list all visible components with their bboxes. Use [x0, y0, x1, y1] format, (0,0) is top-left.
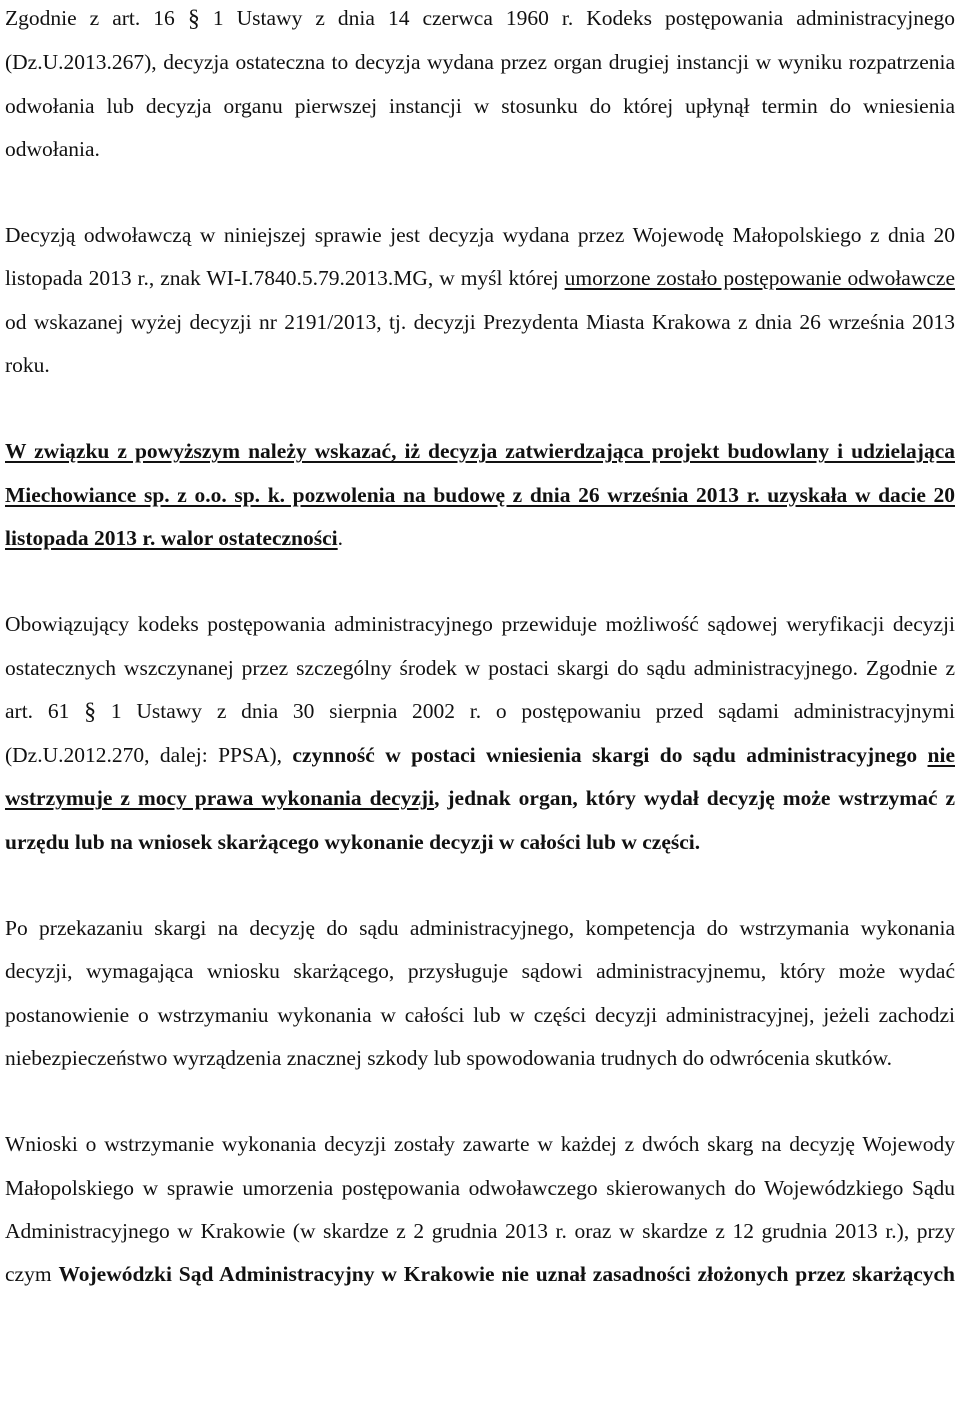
paragraph-court-competence [5, 907, 955, 1080]
bold-underlined-text: W związku z powyższym należy wskazać, iż decyzja zatwierdzająca projekt budowlany i udzielająca Miechowiance sp. z o.o. sp. k. pozwolenia na budowę z dnia 26 września 2013 r. uzyskała w dacie 20 listopada 2013 r. walor ostateczności [5, 439, 955, 550]
document-page [5, 0, 955, 1296]
paragraph-appeal-decision [5, 214, 955, 387]
section-sign: § [84, 698, 97, 725]
bold-underlined-text: nie wstrzymuje z mocy prawa wykonania decyzji [5, 743, 955, 811]
text-run: Zgodnie z art. 16 [5, 6, 175, 30]
paragraph-final-decision-definition [5, 0, 955, 171]
paragraph-court-review [5, 603, 955, 864]
text-run: 1 Ustawy z dnia 14 czerwca 1960 r. Kodeks postępowania administracyjnego (Dz.U.2013.267), decyzja ostateczna to decyzja wydana przez organ drugiej instancji w wyniku rozpatrzenia odwołania lub decyzja organu pierwszej instancji w stosunku do której upłynął termin do wniesienia odwołania. [5, 6, 956, 161]
text-run: Decyzją odwoławczą w niniejszej sprawie jest decyzja wydana przez Wojewodę Małopolskiego z dnia 20 listopada 2013 r., znak WI-I.7840.5.79.2013.MG, w myśl której [5, 223, 955, 291]
paragraph-finality-conclusion [5, 430, 955, 560]
text-run: 1 Ustawy z dnia 30 sierpnia 2002 r. o postępowaniu przed sądami administracyjnymi (Dz.U.2012.270, dalej: PPSA), [5, 698, 955, 768]
bold-text: , jednak organ, który wydał decyzję może wstrzymać z urzędu lub na wniosek skarżącego wykonanie decyzji w całości lub w części. [5, 786, 955, 854]
underlined-text: umorzone zostało postępowanie odwoławcze [564, 266, 955, 291]
paragraph-suspension-requests [5, 1123, 955, 1296]
bold-text: Wojewódzki Sąd Administracyjny w Krakowie nie uznał zasadności złożonych przez skarżących [58, 1262, 956, 1287]
text-run: od wskazanej wyżej decyzji nr 2191/2013, tj. decyzji Prezydenta Miasta Krakowa z dnia 26 września 2013 roku. [5, 309, 955, 378]
text-run: . [337, 525, 344, 550]
section-sign: § [187, 6, 200, 32]
text-run: Wnioski o wstrzymanie wykonania decyzji zostały zawarte w każdej z dwóch skarg na decyzję Wojewody Małopolskiego w sprawie umorzenia postępowania odwoławczego skierowanych do Wojewódzkiego Sądu Administracyjnego w Krakowie (w skardze z 2 grudnia 2013 r. oraz w skardze z 12 grudnia 2013 r.), przy czym [5, 1132, 955, 1287]
text-run: Po przekazaniu skargi na decyzję do sądu administracyjnego, kompetencja do wstrzymania wykonania decyzji, wymagająca wniosku skarżącego, przysługuje sądowi administracyjnemu, który może wydać postanowienie o wstrzymaniu wykonania w całości lub w części decyzji administracyjnej, jeżeli zachodzi niebezpieczeństwo wyrządzenia znacznej szkody lub spowodowania trudnych do odwrócenia skutków. [5, 916, 955, 1070]
text-run: Obowiązujący kodeks postępowania administracyjnego przewiduje możliwość sądowej weryfikacji decyzji ostatecznych wszczynanej przez szczególny środek w postaci skargi do sądu administracyjnego. Zgodnie z art. 61 [5, 612, 955, 723]
bold-text: czynność w postaci wniesienia skargi do sądu administracyjnego [292, 743, 928, 768]
